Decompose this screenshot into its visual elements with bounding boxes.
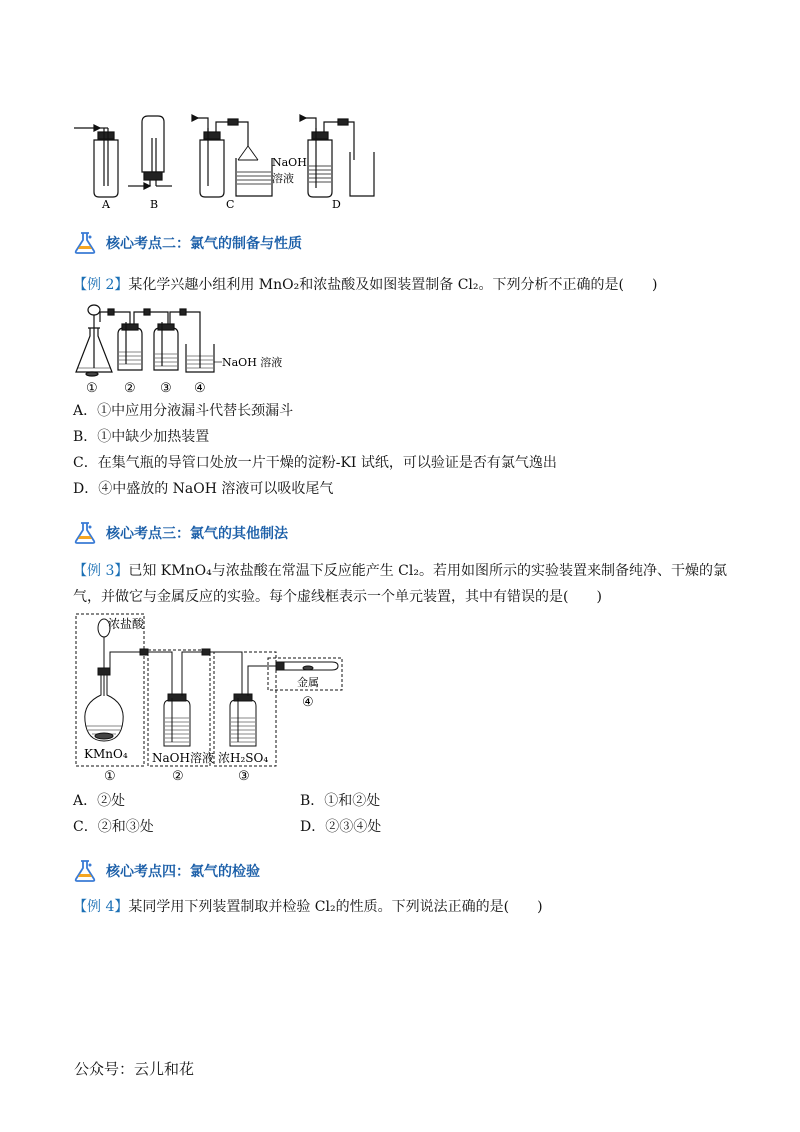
option-b: B．①中缺少加热装置 — [73, 429, 210, 445]
option-a: A．②处 — [73, 793, 126, 809]
flask-icon — [72, 520, 98, 546]
section-header — [72, 518, 288, 548]
metal-label: 金属 — [297, 676, 319, 689]
question-text: 已知 KMnO₄与浓盐酸在常温下反应能产生 Cl₂。若用如图所示的实验装置来制备纯净、干燥的氯气，并做它与金属反应的实验。每个虚线框表示一个单元装置，其中有错误的是( ) — [73, 563, 727, 605]
label-2: ② — [172, 769, 184, 784]
example-2-question — [73, 272, 733, 298]
h2so4-label: 浓H₂SO₄ — [218, 751, 269, 765]
flask-icon — [72, 230, 98, 256]
label-2: ② — [124, 381, 136, 396]
example-tag: 【例 3】 — [73, 563, 129, 579]
label-4: ④ — [194, 381, 206, 396]
example-tag: 【例 4】 — [73, 899, 129, 915]
example-tag: 【例 2】 — [73, 277, 129, 293]
option-c: C．②和③处 — [73, 819, 154, 835]
example-4-question — [73, 894, 733, 920]
label-d: D — [332, 198, 341, 210]
label-1: ① — [86, 381, 98, 396]
solution-label: 溶液 — [272, 172, 294, 185]
kmno4-label: KMnO₄ — [84, 747, 128, 761]
example-3-question — [73, 558, 733, 610]
option-b: B．①和②处 — [300, 793, 381, 809]
section-title: 核心考点二：氯气的制备与性质 — [106, 236, 302, 252]
conc-hcl-label: 浓盐酸 — [108, 617, 145, 631]
question-text: 某化学兴趣小组利用 MnO₂和浓盐酸及如图装置制备 Cl₂。下列分析不正确的是( ) — [128, 277, 658, 293]
section-title: 核心考点三：氯气的其他制法 — [106, 526, 288, 542]
apparatus-figure-example2 — [72, 300, 302, 396]
section-header — [72, 228, 302, 258]
option-c: C．在集气瓶的导管口处放一片干燥的淀粉-KI 试纸，可以验证是否有氯气逸出 — [73, 455, 557, 471]
apparatus-figure-abcd — [60, 110, 390, 210]
apparatus-figure-example3 — [74, 612, 374, 784]
question-text: 某同学用下列装置制取并检验 Cl₂的性质。下列说法正确的是( ) — [128, 899, 543, 915]
naoh-label: NaOH — [272, 156, 307, 169]
option-d: D．②③④处 — [300, 819, 382, 835]
naoh-label: NaOH溶液 — [152, 751, 214, 765]
label-b: B — [150, 198, 159, 210]
label-4: ④ — [302, 695, 314, 710]
label-a: A — [102, 198, 110, 210]
section-title: 核心考点四：氯气的检验 — [106, 864, 260, 880]
label-1: ① — [104, 769, 116, 784]
label-3: ③ — [238, 769, 250, 784]
footer-text: 公众号：云儿和花 — [74, 1060, 195, 1078]
label-3: ③ — [160, 381, 172, 396]
section-header — [72, 856, 260, 886]
label-c: C — [226, 198, 235, 210]
flask-icon — [72, 858, 98, 884]
naoh-solution-label: NaOH 溶液 — [222, 356, 283, 369]
option-d: D．④中盛放的 NaOH 溶液可以吸收尾气 — [73, 481, 334, 497]
option-a: A．①中应用分液漏斗代替长颈漏斗 — [73, 403, 294, 419]
